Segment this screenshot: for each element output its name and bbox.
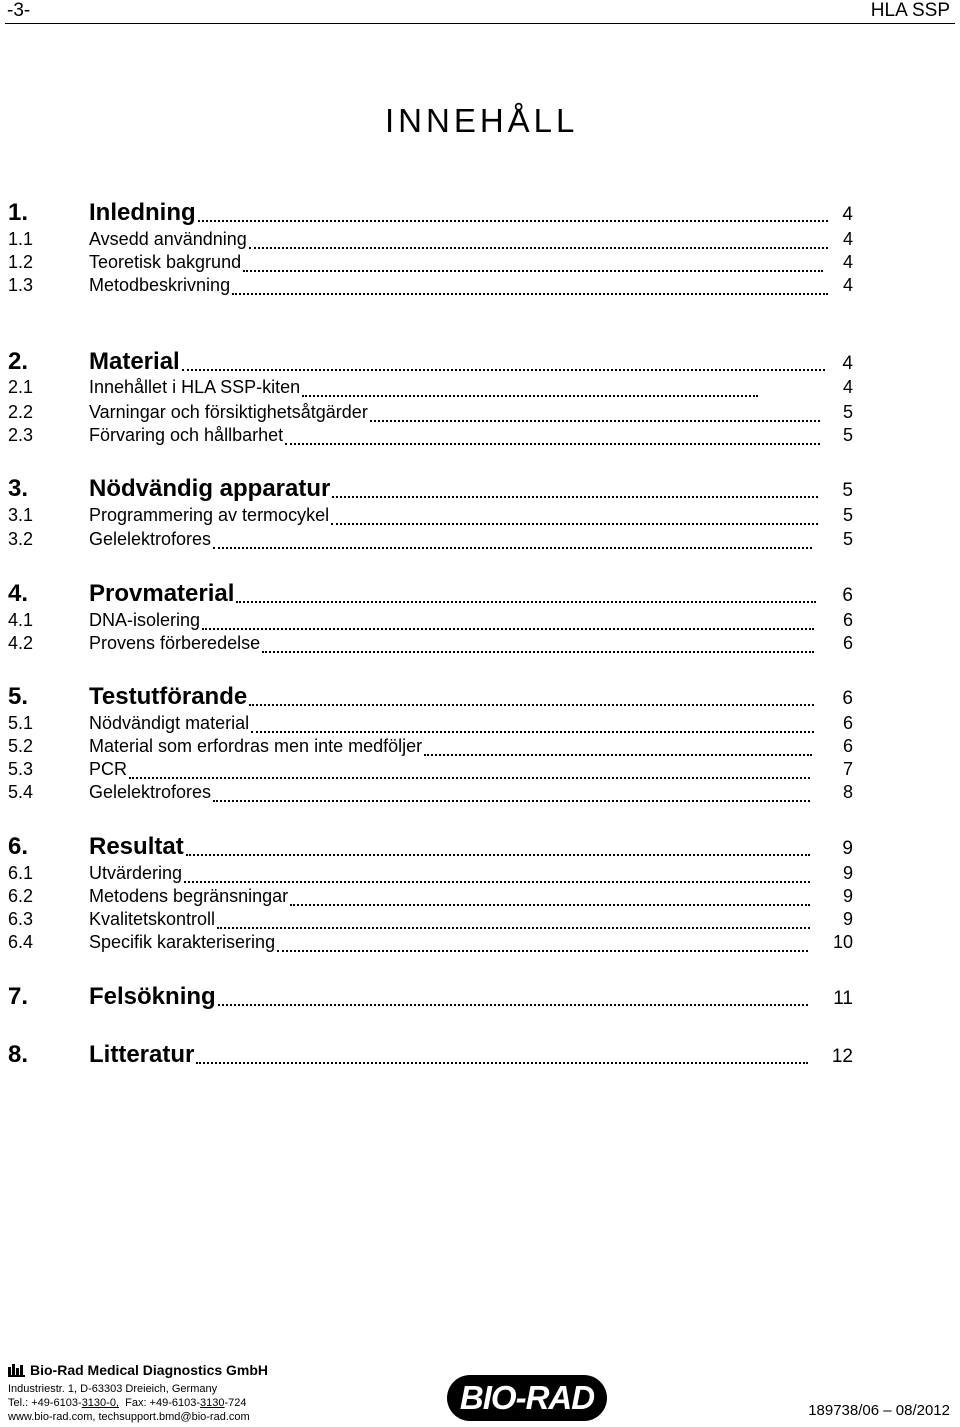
- toc-label: Teoretisk bakgrund: [89, 252, 242, 272]
- toc-number: 3.2: [8, 529, 34, 549]
- toc-label: Kvalitetskontroll: [89, 909, 216, 929]
- toc-leader-dots: [184, 869, 810, 883]
- footer-address: Industriestr. 1, D-63303 Dreieich, Germany: [8, 1383, 218, 1395]
- toc-page-number: 6: [842, 688, 853, 709]
- footer-web: www.bio-rad.com, techsupport.bmd@bio-rad.com: [8, 1411, 250, 1423]
- toc-label: Provens förberedelse: [89, 633, 261, 653]
- toc-number: 2.2: [8, 402, 34, 422]
- toc-label: Innehållet i HLA SSP-kiten: [89, 377, 301, 397]
- toc-leader-dots: [277, 938, 808, 952]
- toc-page-number: 10: [832, 932, 853, 952]
- toc-label: Litteratur: [89, 1041, 195, 1068]
- toc-number: 2.: [8, 348, 29, 375]
- toc-label: Felsökning: [89, 983, 216, 1010]
- toc-number: 5.3: [8, 759, 34, 779]
- toc-page-number: 9: [842, 886, 853, 906]
- toc-leader-dots: [217, 915, 810, 929]
- toc-label: Avsedd användning: [89, 229, 247, 249]
- toc-number: 6.2: [8, 886, 34, 906]
- toc-page-number: 4: [842, 377, 853, 397]
- toc-number: 4.: [8, 580, 29, 607]
- toc-section[interactable]: [0, 348, 960, 374]
- toc-leader-dots: [198, 208, 828, 222]
- toc-label: Metodbeskrivning: [89, 275, 231, 295]
- toc-subsection[interactable]: [0, 377, 960, 403]
- toc-label: Gelelektrofores: [89, 529, 212, 549]
- toc-label: Programmering av termocykel: [89, 505, 330, 525]
- toc-leader-dots: [182, 357, 825, 371]
- toc-label: Testutförande: [89, 683, 248, 710]
- toc-number: 5.4: [8, 782, 34, 802]
- toc-leader-dots: [129, 765, 810, 779]
- toc-page-number: 9: [842, 838, 853, 859]
- toc-leader-dots: [213, 535, 812, 549]
- toc-leader-dots: [285, 431, 820, 445]
- toc-leader-dots: [331, 511, 818, 525]
- toc-subsection[interactable]: [0, 932, 960, 958]
- toc-section[interactable]: [0, 683, 960, 709]
- toc-number: 5.2: [8, 736, 34, 756]
- toc-number: 1.3: [8, 275, 34, 295]
- toc-leader-dots: [249, 235, 828, 249]
- toc-page-number: 6: [842, 585, 853, 606]
- toc-page-number: 6: [842, 736, 853, 756]
- toc-label: Provmaterial: [89, 580, 235, 607]
- toc-page-number: 4: [842, 252, 853, 272]
- toc-section[interactable]: [0, 199, 960, 225]
- toc-label: Resultat: [89, 833, 184, 860]
- toc-leader-dots: [302, 383, 758, 397]
- toc-number: 1.: [8, 199, 29, 226]
- toc-label: Specifik karakterisering: [89, 932, 276, 952]
- toc-leader-dots: [218, 992, 808, 1006]
- toc-page-number: 5: [842, 425, 853, 445]
- document-header: HLA SSP: [870, 0, 950, 21]
- biorad-logo-text: BIO-RAD: [459, 1379, 595, 1416]
- toc-subsection[interactable]: [0, 425, 960, 451]
- toc-number: 6.4: [8, 932, 34, 952]
- toc-page-number: 4: [842, 229, 853, 249]
- biorad-logo: [447, 1375, 607, 1421]
- toc-leader-dots: [290, 892, 810, 906]
- toc-leader-dots: [186, 842, 810, 856]
- page-number: -3-: [7, 0, 31, 21]
- toc-number: 6.: [8, 833, 29, 860]
- toc-page-number: 5: [842, 505, 853, 525]
- document-reference: 189738/06 – 08/2012: [808, 1402, 950, 1419]
- toc-leader-dots: [424, 742, 812, 756]
- toc-label: Gelelektrofores: [89, 782, 212, 802]
- toc-number: 3.: [8, 475, 29, 502]
- toc-page-number: 6: [842, 633, 853, 653]
- toc-page-number: 6: [842, 610, 853, 630]
- toc-leader-dots: [332, 484, 818, 498]
- toc-section[interactable]: [0, 983, 960, 1009]
- toc-page-number: 4: [842, 275, 853, 295]
- toc-page-number: 12: [831, 1046, 853, 1067]
- toc-label: Material som erfordras men inte medföljer: [89, 736, 423, 756]
- toc-number: 1.1: [8, 229, 34, 249]
- toc-number: 5.1: [8, 713, 34, 733]
- toc-number: 6.1: [8, 863, 34, 883]
- toc-label: Varningar och försiktighetsåtgärder: [89, 402, 368, 422]
- toc-section[interactable]: [0, 833, 960, 859]
- toc-section[interactable]: [0, 580, 960, 606]
- toc-leader-dots: [251, 719, 814, 733]
- toc-number: 5.: [8, 683, 29, 710]
- toc-leader-dots: [232, 281, 828, 295]
- footer-phone: Tel.: +49-6103-3130-0, Fax: +49-6103-3130-724: [8, 1397, 247, 1409]
- biorad-mark-icon: [8, 1363, 26, 1377]
- toc-label: Förvaring och hållbarhet: [89, 425, 284, 445]
- toc-label: DNA-isolering: [89, 610, 201, 630]
- toc-number: 2.3: [8, 425, 34, 445]
- toc-page-number: 6: [842, 713, 853, 733]
- toc-page-number: 11: [833, 988, 853, 1009]
- toc-subsection[interactable]: [0, 633, 960, 659]
- toc-leader-dots: [370, 408, 820, 422]
- toc-label: Metodens begränsningar: [89, 886, 289, 906]
- header-rule: [5, 23, 955, 24]
- toc-label: Inledning: [89, 199, 196, 226]
- toc-number: 4.2: [8, 633, 34, 653]
- toc-page-number: 9: [842, 909, 853, 929]
- toc-page-number: 8: [842, 782, 853, 802]
- toc-page-number: 5: [842, 402, 853, 422]
- toc-page-number: 9: [842, 863, 853, 883]
- toc-number: 4.1: [8, 610, 34, 630]
- toc-number: 3.1: [8, 505, 34, 525]
- toc-page-number: 4: [842, 204, 853, 225]
- toc-number: 1.2: [8, 252, 34, 272]
- page-title: INNEHÅLL: [385, 102, 579, 139]
- toc-label: PCR: [89, 759, 128, 779]
- toc-section[interactable]: [0, 1041, 960, 1067]
- toc-page-number: 5: [842, 529, 853, 549]
- toc-section[interactable]: [0, 475, 960, 501]
- toc-number: 8.: [8, 1041, 29, 1068]
- toc-number: 2.1: [8, 377, 34, 397]
- toc-leader-dots: [213, 788, 810, 802]
- toc-label: Nödvändig apparatur: [89, 475, 331, 502]
- company-name: Bio-Rad Medical Diagnostics GmbH: [30, 1362, 269, 1378]
- toc-leader-dots: [202, 616, 814, 630]
- toc-page-number: 4: [842, 353, 853, 374]
- toc-number: 7.: [8, 983, 29, 1010]
- toc-subsection[interactable]: [0, 529, 960, 555]
- toc-leader-dots: [196, 1050, 808, 1064]
- toc-subsection[interactable]: [0, 275, 960, 301]
- toc-leader-dots: [249, 692, 814, 706]
- toc-page-number: 7: [842, 759, 853, 779]
- toc-leader-dots: [243, 258, 823, 272]
- footer-company: [8, 1362, 268, 1378]
- toc-label: Material: [89, 348, 180, 375]
- toc-number: 6.3: [8, 909, 34, 929]
- toc-label: Utvärdering: [89, 863, 183, 883]
- toc-leader-dots: [262, 639, 814, 653]
- toc-page-number: 5: [842, 480, 853, 501]
- toc-subsection[interactable]: [0, 782, 960, 808]
- toc-subsection[interactable]: [0, 505, 960, 531]
- toc-label: Nödvändigt material: [89, 713, 250, 733]
- toc-leader-dots: [236, 589, 816, 603]
